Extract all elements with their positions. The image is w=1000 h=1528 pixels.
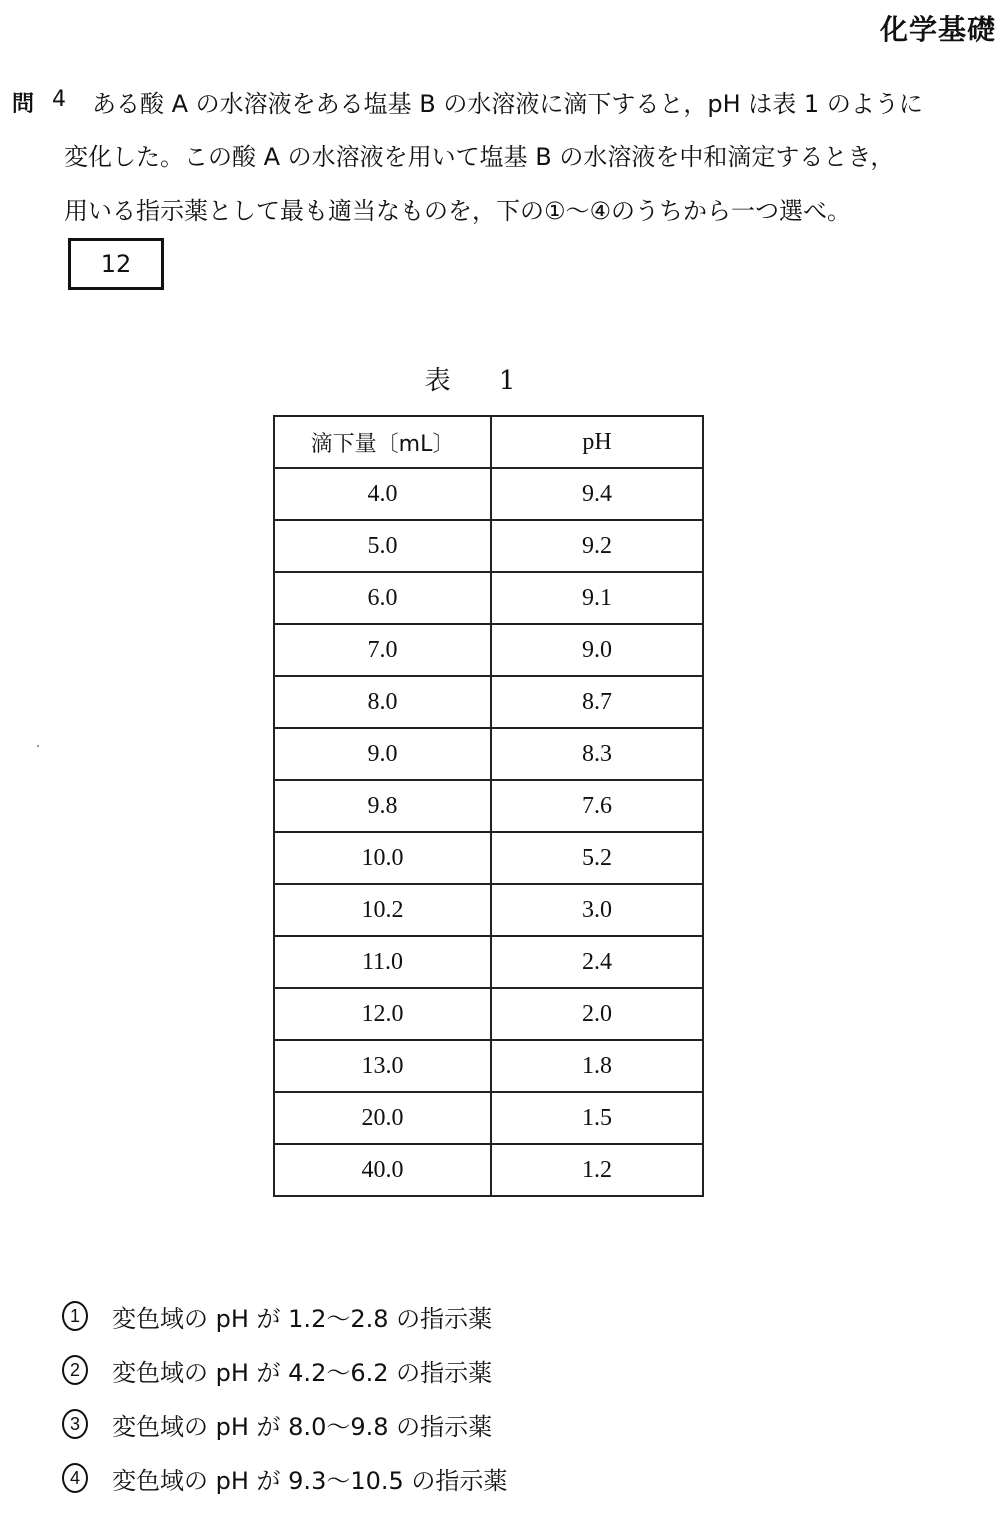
option-marker-3: 3 — [62, 1409, 88, 1439]
ph-cell: 9.1 — [491, 572, 703, 624]
option-marker-4: 4 — [62, 1463, 88, 1493]
ph-cell: 1.8 — [491, 1040, 703, 1092]
table-row — [274, 624, 703, 676]
table-row — [274, 676, 703, 728]
option-1[interactable] — [62, 1296, 492, 1336]
table-row — [274, 520, 703, 572]
volume-cell: 9.0 — [274, 728, 491, 780]
volume-cell: 11.0 — [274, 936, 491, 988]
option-text-2: 変色域の pH が 4.2～6.2 の指示薬 — [112, 1358, 493, 1387]
volume-cell: 40.0 — [274, 1144, 491, 1196]
volume-cell: 20.0 — [274, 1092, 491, 1144]
ph-cell: 9.2 — [491, 520, 703, 572]
table-row — [274, 780, 703, 832]
table-row — [274, 468, 703, 520]
titration-table — [273, 415, 704, 1197]
option-4[interactable] — [62, 1458, 507, 1498]
option-marker-2: 2 — [62, 1355, 88, 1385]
question-text-line-3: 用いる指示薬として最も適当なものを，下の①～④のうちから一つ選べ。 — [64, 197, 852, 225]
ph-cell: 3.0 — [491, 884, 703, 936]
volume-cell: 5.0 — [274, 520, 491, 572]
volume-cell: 8.0 — [274, 676, 491, 728]
option-text-1: 変色域の pH が 1.2～2.8 の指示薬 — [112, 1304, 493, 1333]
ph-cell: 8.7 — [491, 676, 703, 728]
table-row — [274, 572, 703, 624]
question-text-line-1: ある酸 A の水溶液をある塩基 B の水溶液に滴下すると，pH は表 1 のように — [92, 90, 923, 118]
answer-box[interactable]: 12 — [68, 238, 164, 290]
ph-cell: 1.5 — [491, 1092, 703, 1144]
scan-speck — [37, 745, 39, 747]
table-row — [274, 1144, 703, 1196]
volume-cell: 6.0 — [274, 572, 491, 624]
table-row — [274, 728, 703, 780]
table-header-row — [274, 416, 703, 468]
table-row — [274, 884, 703, 936]
subject-title: 化学基礎 — [879, 13, 996, 46]
ph-cell: 2.0 — [491, 988, 703, 1040]
volume-cell: 13.0 — [274, 1040, 491, 1092]
volume-cell: 4.0 — [274, 468, 491, 520]
option-2[interactable] — [62, 1350, 492, 1390]
table-row — [274, 936, 703, 988]
ph-cell: 1.2 — [491, 1144, 703, 1196]
table-row — [274, 1092, 703, 1144]
volume-cell: 7.0 — [274, 624, 491, 676]
volume-cell: 12.0 — [274, 988, 491, 1040]
header-ph: pH — [491, 416, 703, 468]
ph-cell: 5.2 — [491, 832, 703, 884]
table-row — [274, 832, 703, 884]
table-row — [274, 988, 703, 1040]
option-text-3: 変色域の pH が 8.0～9.8 の指示薬 — [112, 1412, 493, 1441]
ph-cell: 7.6 — [491, 780, 703, 832]
volume-cell: 10.2 — [274, 884, 491, 936]
table-caption: 表 1 — [424, 366, 536, 396]
ph-cell: 9.0 — [491, 624, 703, 676]
ph-cell: 8.3 — [491, 728, 703, 780]
ph-cell: 2.4 — [491, 936, 703, 988]
table-row — [274, 1040, 703, 1092]
question-number: 4 — [52, 87, 66, 112]
question-label: 問 — [12, 92, 35, 117]
option-text-4: 変色域の pH が 9.3～10.5 の指示薬 — [112, 1466, 508, 1495]
header-volume: 滴下量〔mL〕 — [274, 416, 491, 468]
option-marker-1: 1 — [62, 1301, 88, 1331]
question-text-line-2: 変化した。この酸 A の水溶液を用いて塩基 B の水溶液を中和滴定するとき， — [64, 143, 895, 171]
volume-cell: 9.8 — [274, 780, 491, 832]
ph-cell: 9.4 — [491, 468, 703, 520]
option-3[interactable] — [62, 1404, 492, 1444]
volume-cell: 10.0 — [274, 832, 491, 884]
